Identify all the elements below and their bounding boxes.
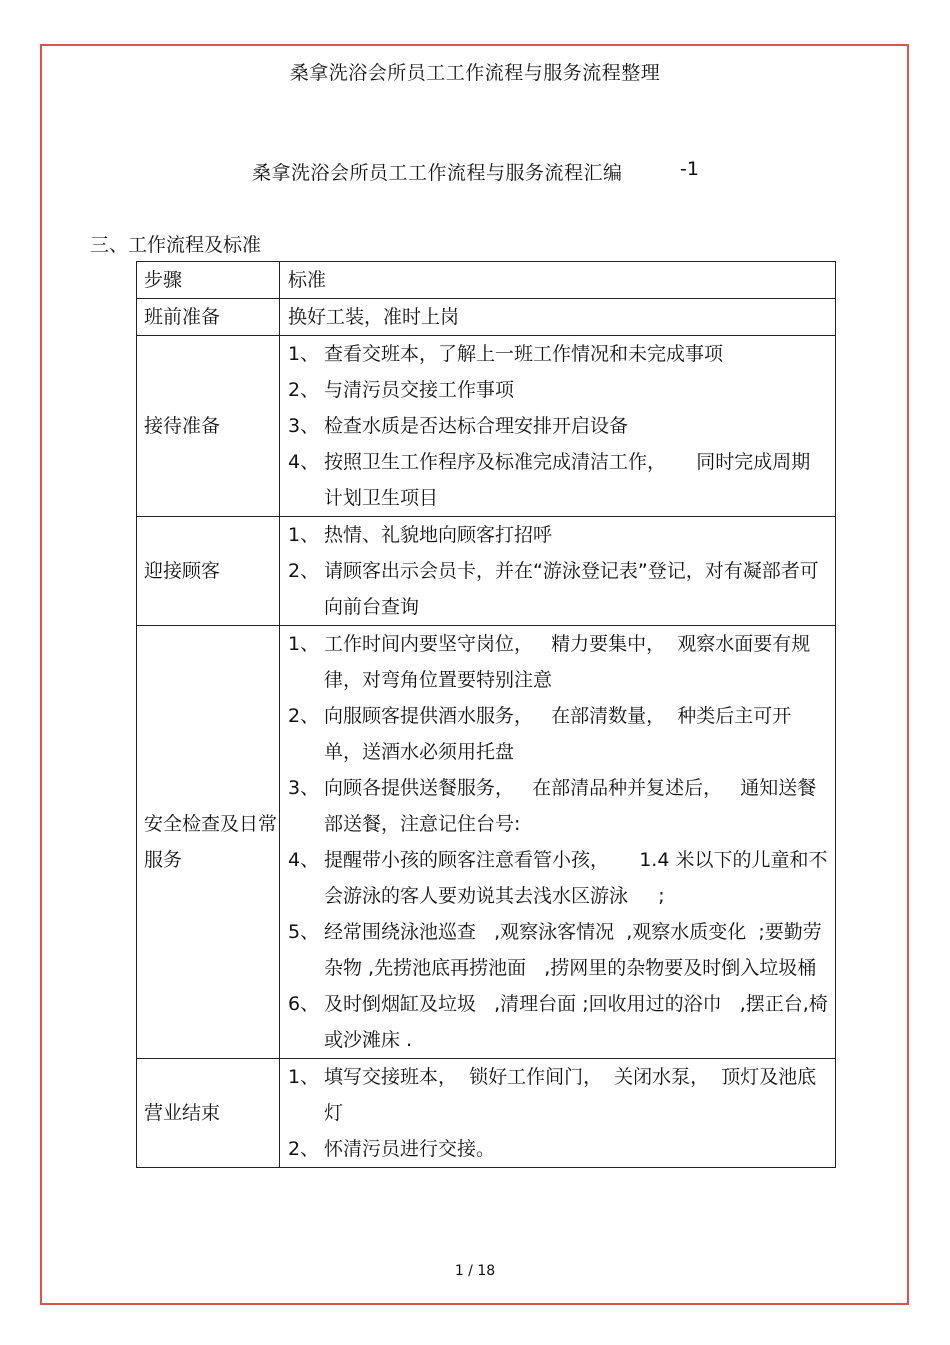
list-item: 3、 检查水质是否达标合理安排开启设备 <box>288 415 629 437</box>
table-row <box>137 299 836 336</box>
list-item: 2、 向服顾客提供酒水服务， 在部清数量， 种类后主可开单，送酒水必须用托盘 <box>288 705 792 763</box>
standard-cell <box>280 517 836 626</box>
standard-cell <box>280 626 836 1059</box>
step-cell: 班前准备 <box>137 299 280 336</box>
table-row <box>137 517 836 626</box>
page-number: 1 / 18 <box>454 1263 496 1279</box>
standard-cell <box>280 336 836 517</box>
workflow-table <box>136 261 836 1168</box>
list-item: 3、 向顾各提供送餐服务， 在部清品种并复述后， 通知送餐部送餐，注意记住台号: <box>288 777 817 835</box>
table-row <box>137 336 836 517</box>
step-cell: 营业结束 <box>137 1059 280 1168</box>
standard-cell <box>280 1059 836 1168</box>
step-cell: 安全检查及日常服务 <box>137 626 280 1059</box>
list-item: 1、 填写交接班本， 锁好工作间门， 关闭水泵， 顶灯及池底灯 <box>288 1066 817 1124</box>
document-title: 桑拿洗浴会所员工工作流程与服务流程汇编 <box>252 162 623 184</box>
list-item: 1、 查看交班本，了解上一班工作情况和未完成事项 <box>288 343 724 365</box>
table-header-row <box>137 262 836 299</box>
step-cell: 接待准备 <box>137 336 280 517</box>
document-title-suffix: -1 <box>680 158 699 180</box>
list-item: 1、 工作时间内要坚守岗位， 精力要集中， 观察水面要有规律，对弯角位置要特别注意 <box>288 633 811 691</box>
list-item: 5、 经常围绕泳池巡查 ,观察泳客情况 ,观察水质变化 ;要勤劳杂物 ,先捞池底再捞池面 ,捞网里的杂物要及时倒入垃圾桶 <box>288 921 822 979</box>
list-item: 2、 与清污员交接工作事项 <box>288 379 515 401</box>
list-item: 4、 按照卫生工作程序及标准完成清洁工作， 同时完成周期计划卫生项目 <box>288 451 811 509</box>
step-cell: 迎接顾客 <box>137 517 280 626</box>
section-heading: 三、工作流程及标准 <box>90 234 262 256</box>
list-item: 1、 热情、礼貌地向顾客打招呼 <box>288 524 553 546</box>
list-item: 6、 及时倒烟缸及垃圾 ,清理台面 ;回收用过的浴巾 ,摆正台,椅或沙滩床 . <box>288 993 828 1051</box>
table-row <box>137 626 836 1059</box>
header-title: 桑拿洗浴会所员工工作流程与服务流程整理 <box>289 62 661 84</box>
header-step: 步骤 <box>137 262 280 299</box>
list-item: 4、 提醒带小孩的顾客注意看管小孩， 1.4 米以下的儿童和不会游泳的客人要劝说其去浅水区游泳 ; <box>288 849 828 907</box>
standard-cell: 换好工装，准时上岗 <box>280 299 836 336</box>
list-item: 2、 怀清污员进行交接。 <box>288 1138 496 1160</box>
list-item: 2、 请顾客出示会员卡，并在“游泳登记表”登记，对有凝部者可向前台查询 <box>288 560 819 618</box>
header-standard: 标准 <box>280 262 836 299</box>
table-row <box>137 1059 836 1168</box>
